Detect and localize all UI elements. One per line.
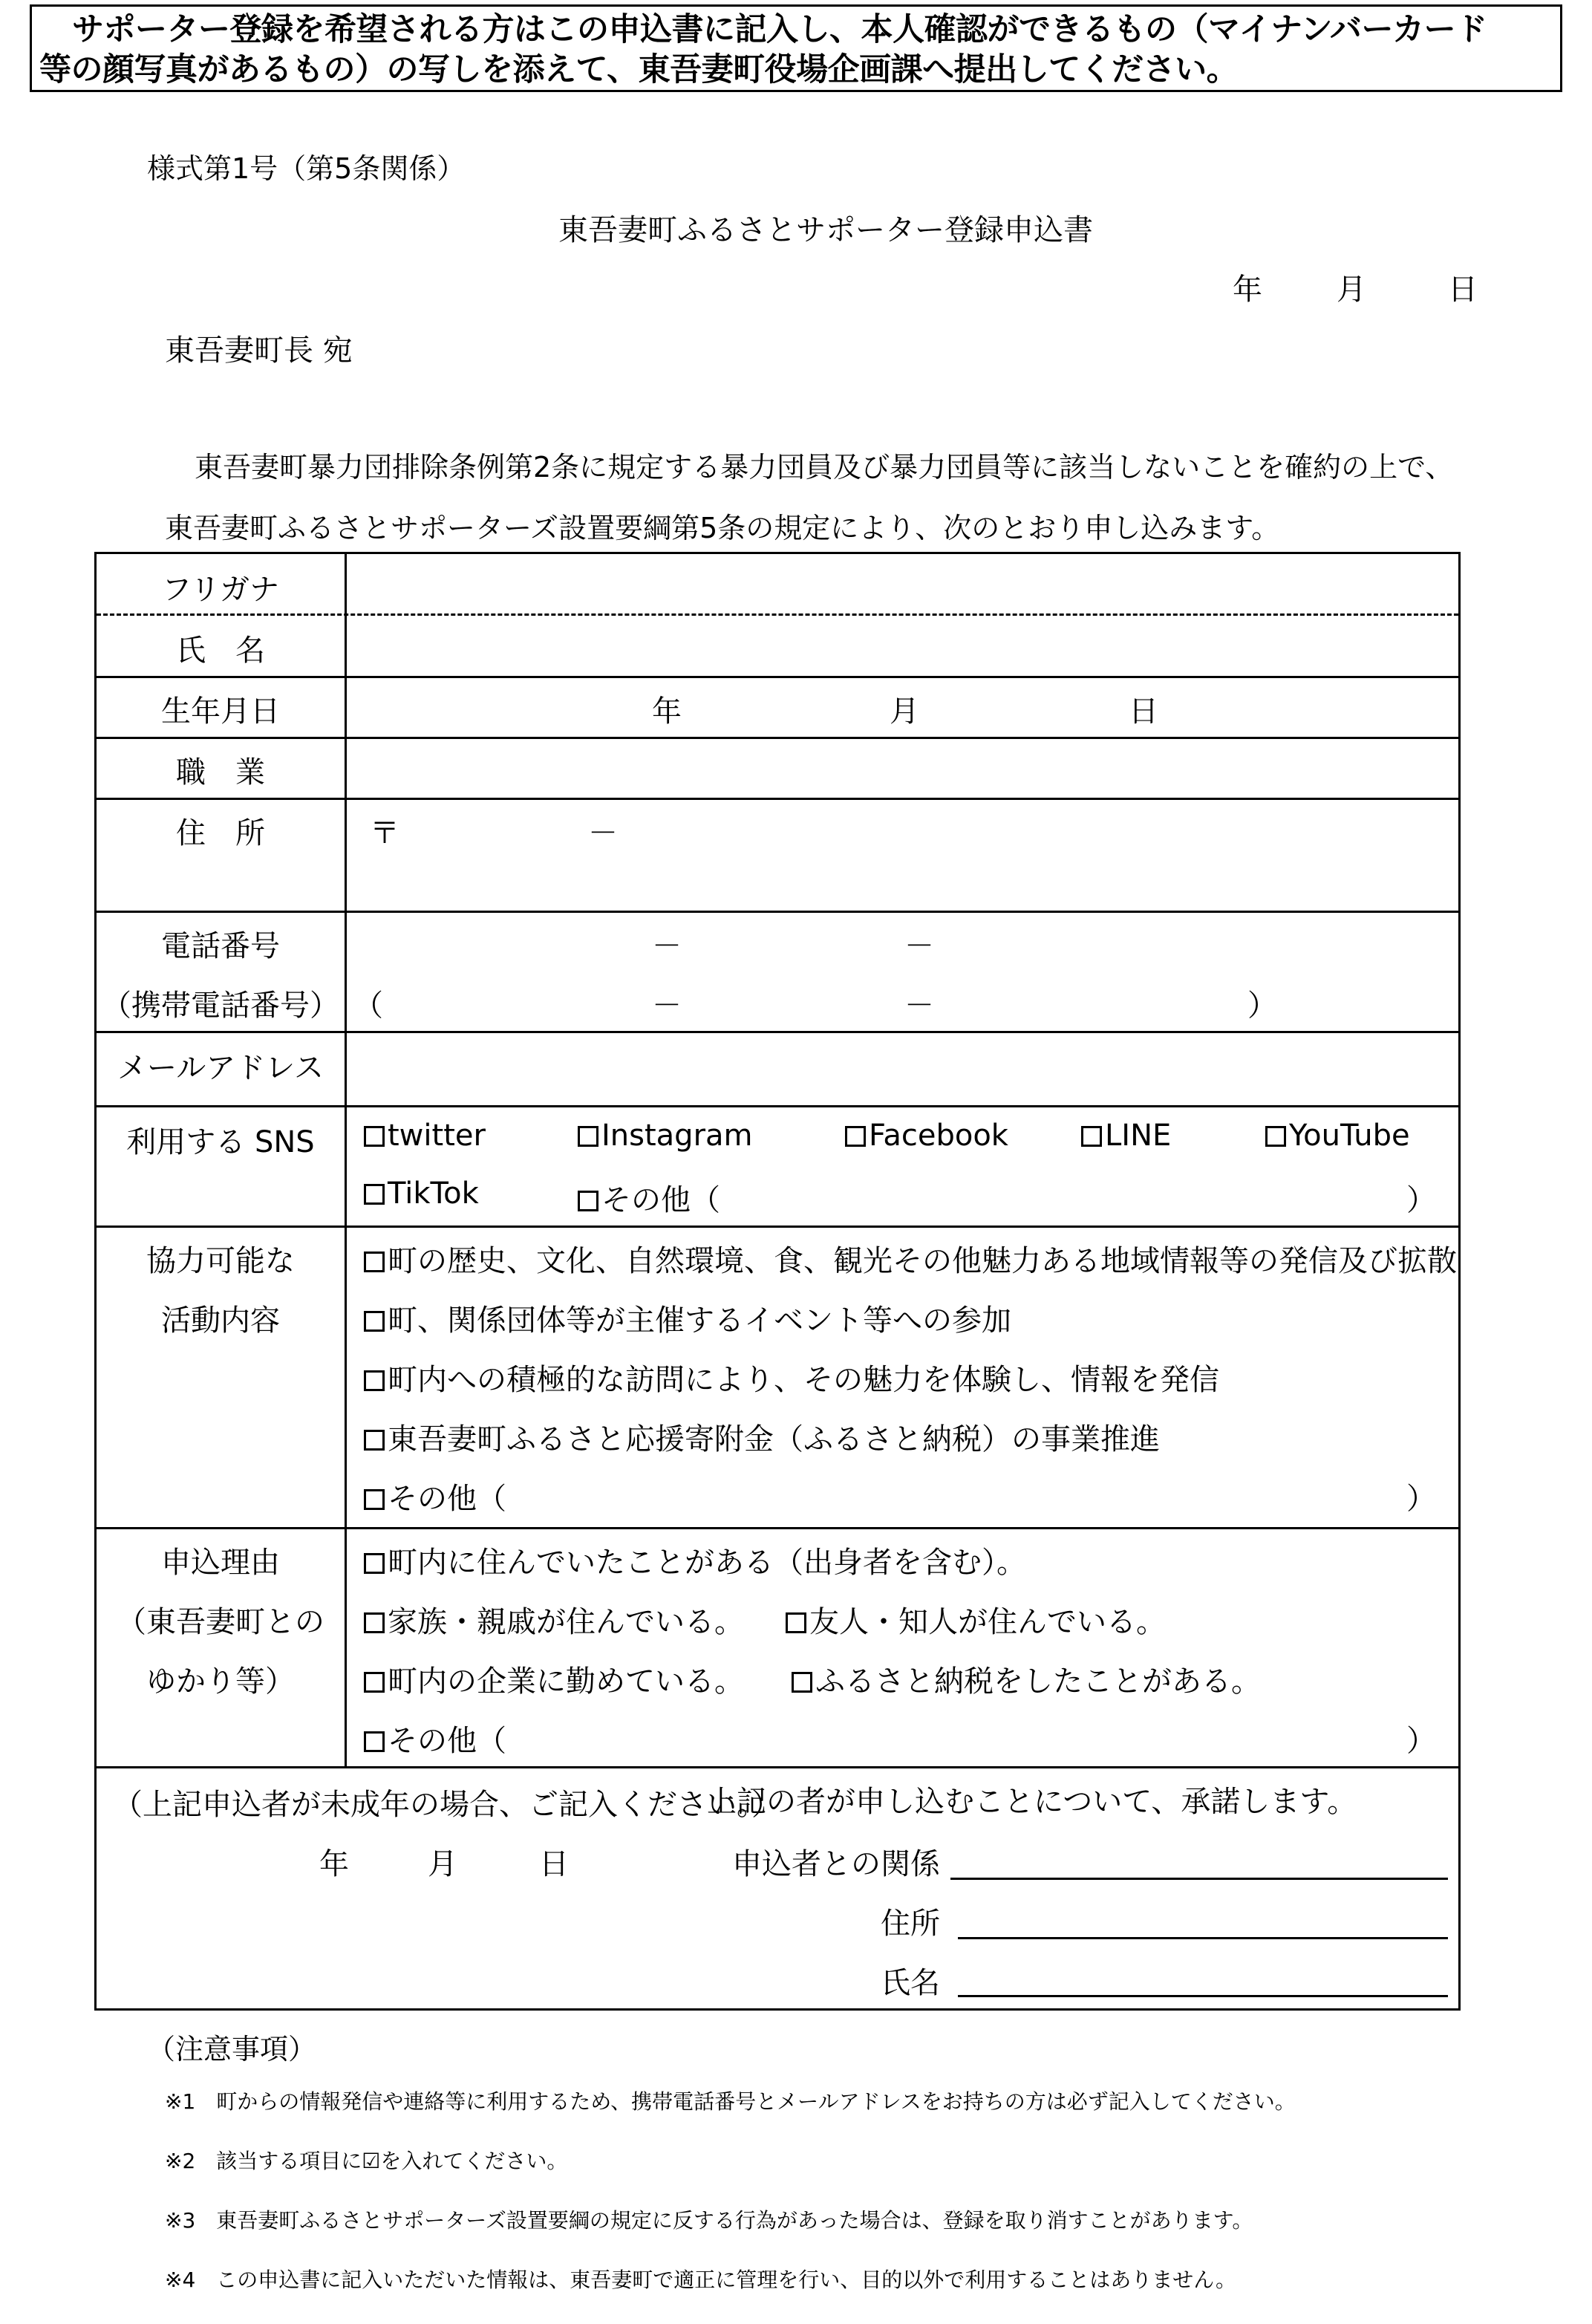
- guardian-name-label: 氏名: [881, 1966, 940, 2000]
- reason-option[interactable]: 家族・親戚が住んでいる。: [364, 1598, 744, 1641]
- activity-label-1: 協力可能な: [146, 1244, 295, 1278]
- note-item: ※1 町からの情報発信や連絡等に利用するため、携帯電話番号とメールアドレスをお持ちの方は必ず記入してください。: [165, 2089, 1296, 2114]
- form-number: 様式第1号（第5条関係）: [147, 152, 466, 185]
- job-field[interactable]: [349, 740, 1455, 796]
- reason-option[interactable]: 町内の企業に勤めている。: [364, 1658, 744, 1700]
- name-field[interactable]: [349, 618, 1455, 674]
- postal-mark: 〒: [370, 816, 399, 850]
- activity-option[interactable]: 東吾妻町ふるさと応援寄附金（ふるさと納税）の事業推進: [364, 1416, 1160, 1458]
- checkbox-icon: [364, 1489, 385, 1510]
- sns-option-instagram[interactable]: Instagram: [578, 1119, 753, 1153]
- checkbox-icon: [364, 1251, 385, 1272]
- checkbox-icon: [364, 1430, 385, 1451]
- guardian-month: 月: [428, 1847, 457, 1881]
- sns-option-facebook[interactable]: Facebook: [845, 1119, 1008, 1153]
- row-divider: [97, 1031, 1458, 1033]
- intro-line-2: 東吾妻町ふるさとサポーターズ設置要綱第5条の規定により、次のとおり申し込みます。: [165, 512, 1280, 544]
- reason-option-other[interactable]: その他（: [364, 1717, 506, 1760]
- phone-dash-1: －: [652, 929, 682, 963]
- row-divider: [97, 911, 1458, 913]
- mobile-close-paren: ）: [1247, 989, 1277, 1023]
- checkbox-icon: [364, 1553, 385, 1574]
- activity-option-other[interactable]: その他（: [364, 1475, 506, 1517]
- guardian-consent: 上記の者が申し込むことについて、承諾します。: [707, 1785, 1357, 1819]
- notice-line-1: サポーター登録を希望される方はこの申込書に記入し、本人確認ができるもの（マイナンバーカード: [72, 11, 1487, 48]
- reason-other-close-paren: ）: [1406, 1724, 1436, 1758]
- sns-option-other[interactable]: その他（: [578, 1176, 720, 1219]
- job-label: 職 業: [176, 755, 265, 790]
- birth-year: 年: [652, 694, 682, 729]
- checkbox-icon: [845, 1126, 866, 1147]
- checkbox-icon: [364, 1731, 385, 1752]
- relation-line[interactable]: [950, 1878, 1448, 1880]
- phone-dash-2: －: [904, 929, 934, 963]
- row-divider: [97, 1527, 1458, 1529]
- guardian-address-label: 住所: [881, 1907, 940, 1941]
- email-label: メールアドレス: [117, 1051, 324, 1085]
- sns-option-youtube[interactable]: YouTube: [1265, 1119, 1410, 1153]
- activity-other-close-paren: ）: [1406, 1482, 1436, 1516]
- mobile-open-paren: （: [353, 989, 383, 1023]
- note-item: ※4 この申込書に記入いただいた情報は、東吾妻町で適正に管理を行い、目的以外で利用することはありません。: [165, 2268, 1236, 2292]
- reason-label-1: 申込理由: [161, 1546, 280, 1580]
- sns-option-twitter[interactable]: twitter: [364, 1119, 486, 1153]
- checkbox-icon: [578, 1126, 598, 1147]
- sns-option-line[interactable]: LINE: [1081, 1119, 1171, 1153]
- checkbox-icon: [578, 1191, 598, 1211]
- reason-label-3: ゆかり等）: [146, 1664, 295, 1699]
- checkbox-icon: [364, 1311, 385, 1332]
- row-divider: [97, 1226, 1458, 1228]
- birth-label: 生年月日: [161, 694, 280, 729]
- postal-dash: －: [588, 816, 618, 850]
- activity-option[interactable]: 町、関係団体等が主催するイベント等への参加: [364, 1297, 1011, 1339]
- checkbox-icon: [364, 1612, 385, 1633]
- intro-line-1: 東吾妻町暴力団排除条例第2条に規定する暴力団員及び暴力団員等に該当しないことを確約の上で、: [195, 451, 1454, 484]
- email-field[interactable]: [349, 1034, 1455, 1104]
- row-divider: [97, 1105, 1458, 1107]
- activity-label-2: 活動内容: [161, 1303, 280, 1338]
- mobile-label: （携帯電話番号）: [102, 989, 339, 1023]
- birth-month: 月: [890, 694, 919, 729]
- guardian-name-line[interactable]: [958, 1995, 1448, 1997]
- sns-option-tiktok[interactable]: TikTok: [364, 1176, 479, 1211]
- activity-option[interactable]: 町の歴史、文化、自然環境、食、観光その他魅力ある地域情報等の発信及び拡散: [364, 1237, 1457, 1280]
- application-table: [94, 552, 1461, 2011]
- form-title: 東吾妻町ふるさとサポーター登録申込書: [558, 213, 1093, 247]
- checkbox-icon: [786, 1612, 806, 1633]
- note-item: ※3 東吾妻町ふるさとサポーターズ設置要綱の規定に反する行為があった場合は、登録を取り消すことがあります。: [165, 2208, 1253, 2233]
- submission-notice: [30, 4, 1562, 92]
- sns-label: 利用する SNS: [126, 1125, 315, 1159]
- date-year: 年: [1233, 273, 1262, 307]
- checkbox-icon: [1081, 1126, 1102, 1147]
- checkbox-icon: [364, 1184, 385, 1205]
- checkbox-icon: [364, 1370, 385, 1391]
- name-label: 氏 名: [176, 634, 265, 668]
- guardian-year: 年: [319, 1847, 349, 1881]
- furigana-field[interactable]: [349, 557, 1455, 612]
- checkbox-icon: [364, 1126, 385, 1147]
- column-divider: [345, 554, 347, 1766]
- date-day: 日: [1448, 273, 1478, 307]
- checkbox-icon: [364, 1672, 385, 1693]
- reason-option[interactable]: 町内に住んでいたことがある（出身者を含む）。: [364, 1539, 1026, 1581]
- sns-other-close-paren: ）: [1406, 1183, 1436, 1217]
- reason-option[interactable]: 友人・知人が住んでいる。: [786, 1598, 1166, 1641]
- checkbox-icon: [1265, 1126, 1286, 1147]
- row-divider: [97, 1766, 1458, 1768]
- guardian-day: 日: [539, 1847, 569, 1881]
- birth-day: 日: [1129, 694, 1158, 729]
- mobile-dash-1: －: [652, 989, 682, 1023]
- notes-heading: （注意事項）: [147, 2033, 317, 2066]
- date-month: 月: [1337, 273, 1366, 307]
- address-label: 住 所: [176, 816, 265, 850]
- note-item: ※2 該当する項目に☑を入れてください。: [165, 2149, 568, 2173]
- reason-option[interactable]: ふるさと納税をしたことがある。: [792, 1658, 1261, 1700]
- addressee: 東吾妻町長 宛: [165, 333, 353, 368]
- relation-label: 申込者との関係: [732, 1847, 940, 1881]
- row-divider: [97, 676, 1458, 678]
- activity-option[interactable]: 町内への積極的な訪問により、その魅力を体験し、情報を発信: [364, 1356, 1219, 1399]
- guardian-note: （上記申込者が未成年の場合、ご記入ください。）: [113, 1788, 781, 1822]
- phone-label: 電話番号: [161, 929, 280, 963]
- guardian-address-line[interactable]: [958, 1937, 1448, 1939]
- furigana-divider: [97, 613, 1458, 616]
- notice-line-2: 等の顔写真があるもの）の写しを添えて、東吾妻町役場企画課へ提出してください。: [39, 51, 1239, 88]
- row-divider: [97, 737, 1458, 739]
- reason-label-2: （東吾妻町との: [117, 1605, 324, 1639]
- mobile-dash-2: －: [904, 989, 934, 1023]
- row-divider: [97, 798, 1458, 800]
- checkbox-icon: [792, 1672, 812, 1693]
- furigana-label: フリガナ: [162, 573, 279, 607]
